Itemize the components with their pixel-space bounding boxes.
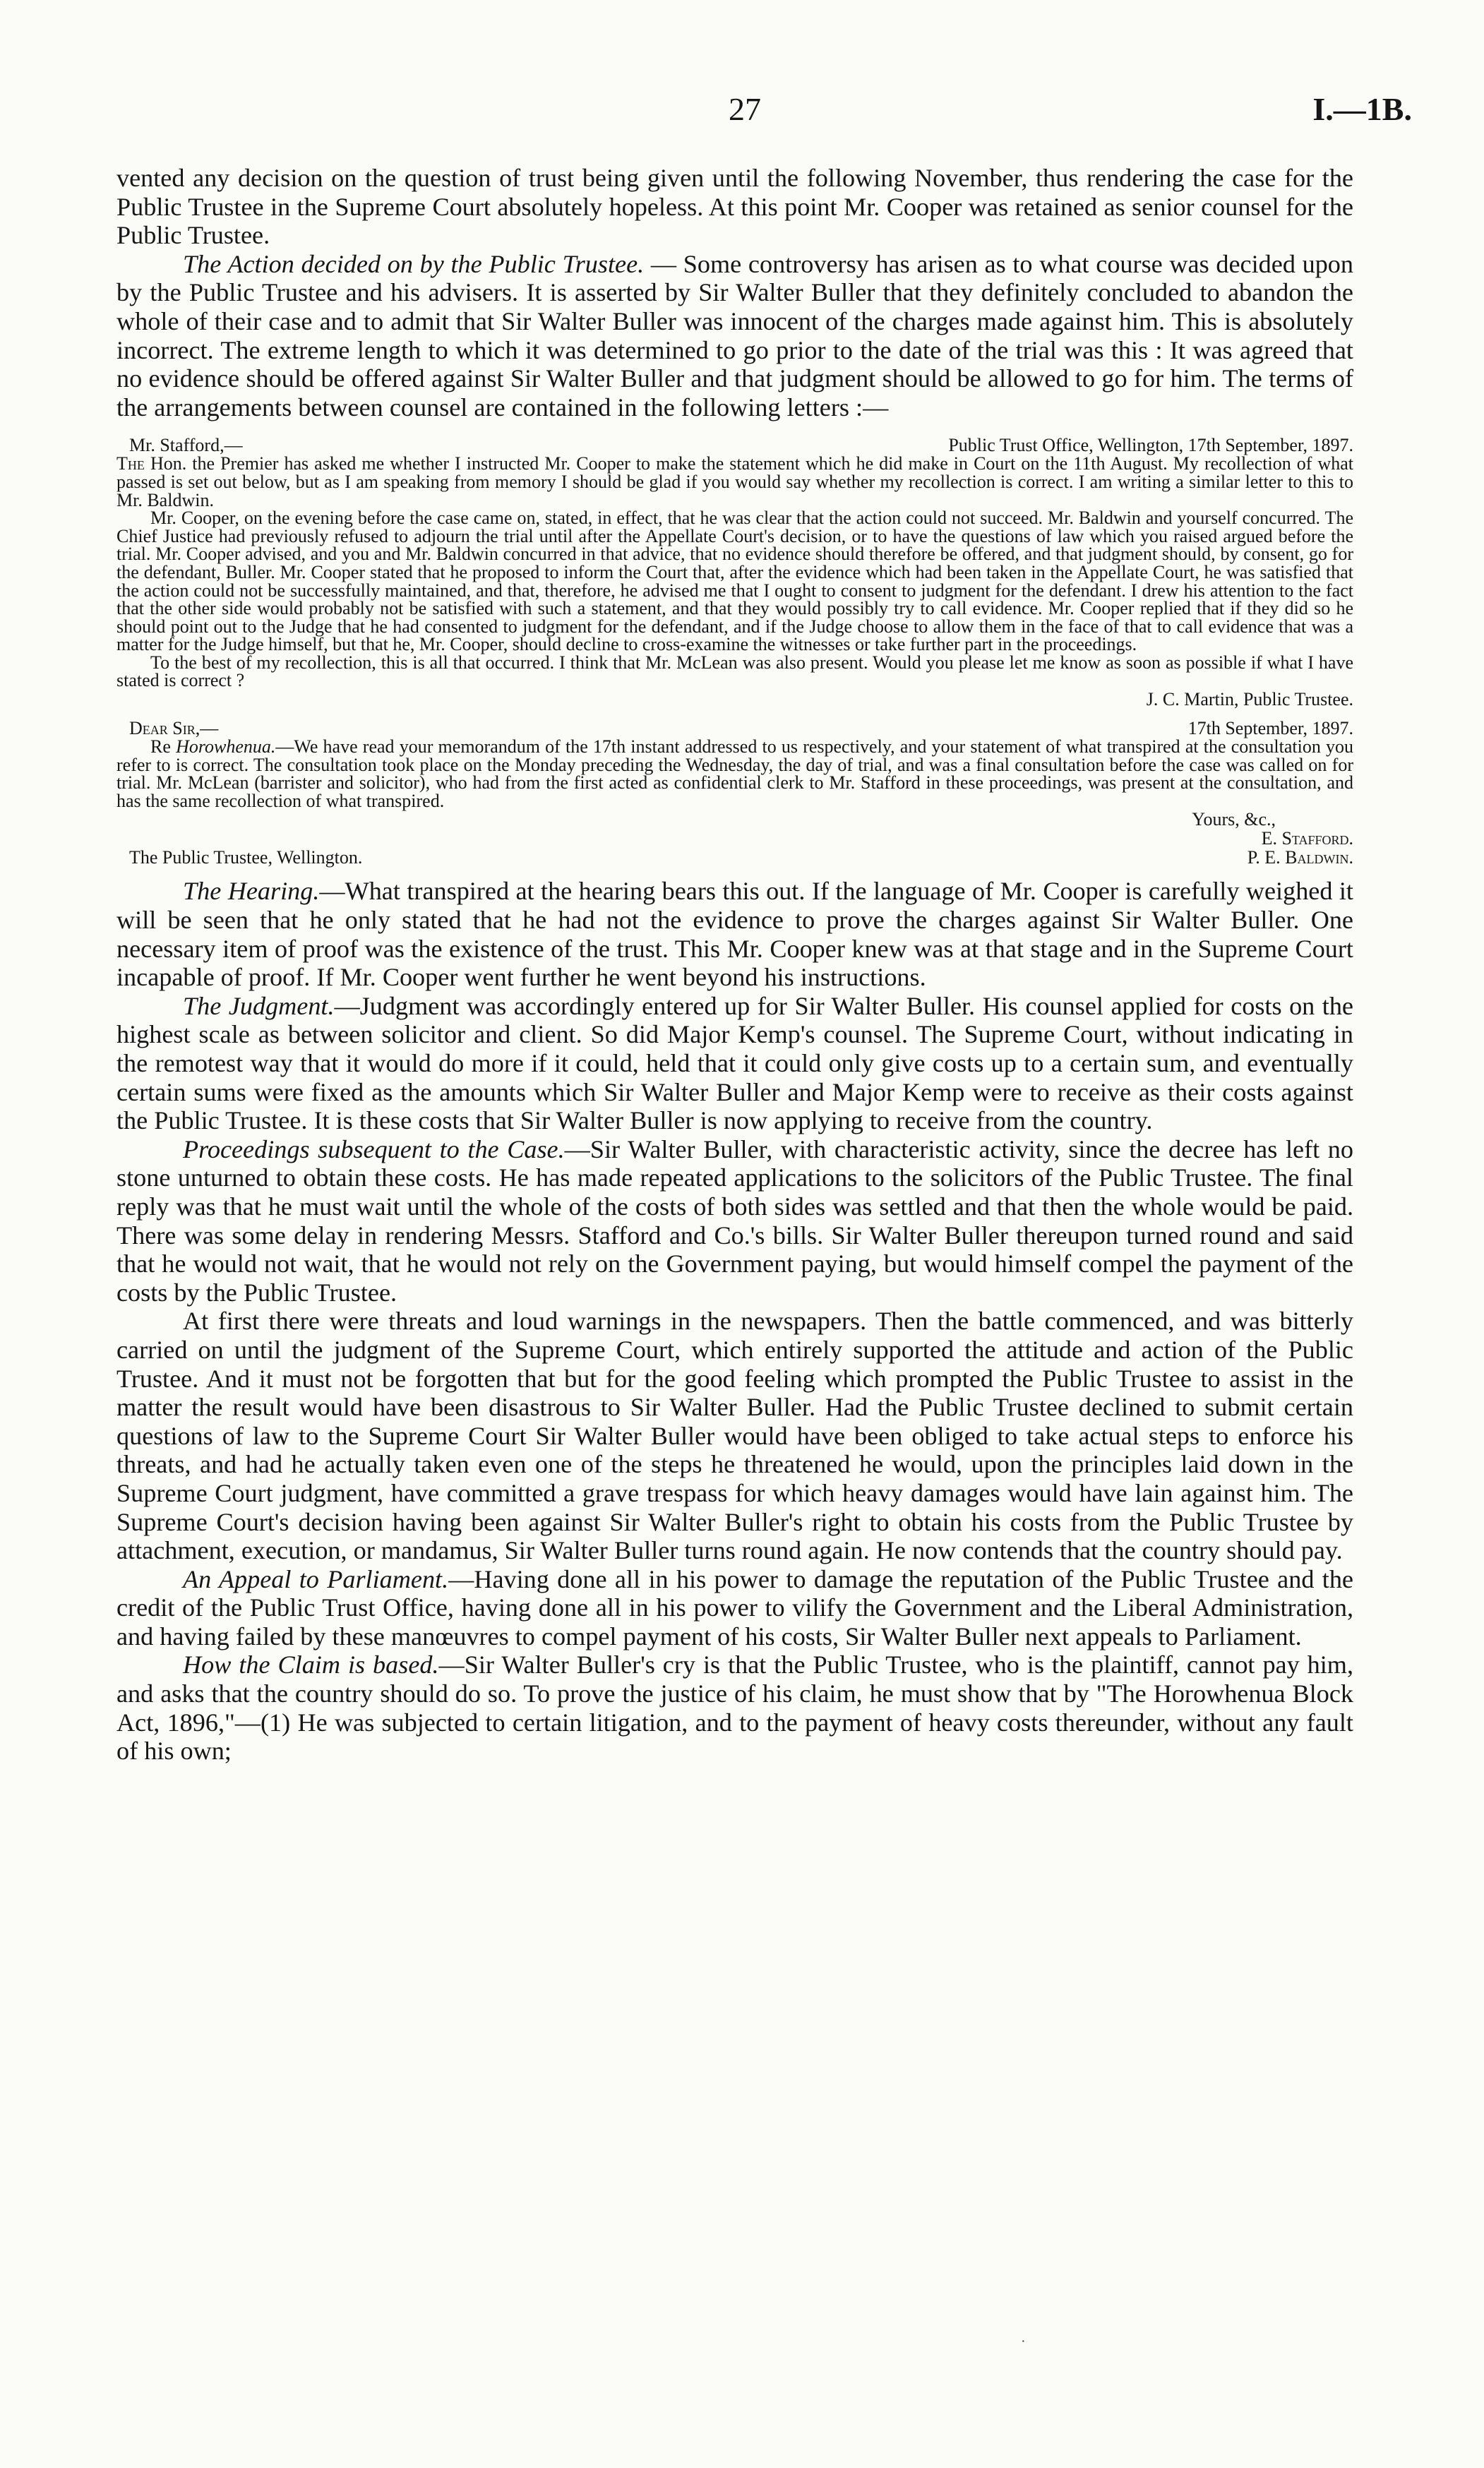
page-number: 27 bbox=[729, 91, 761, 127]
action-text: — Some controversy has arisen as to what course was decided upon by the Public Trustee and his advisers. It is asserted by Sir Walter Buller that they definitely concluded to abandon the whole of their case and to admit that Sir Walter Buller was innocent of the charges made against him. This is absolutely incorrect. The extreme length to which it was determined to go prior to the date of the trial was this : It was agreed that no evidence should be offered against Sir Walter Buller and that judgment should be allowed to go for him. The terms of the arrangements between counsel are contained in the following letters :— bbox=[116, 249, 1353, 421]
letter2-date: 17th September, 1897. bbox=[1187, 718, 1353, 739]
letter2-re-subject: Horowhenua. bbox=[176, 736, 276, 757]
letter1-salutation: Mr. Stafford,— bbox=[129, 435, 243, 456]
letter1-para1-text: Hon. the Premier has asked me whether I instructed Mr. Cooper to make the statement which he did make in Court on the 11th August. My recollection of what passed is set out below, but as I am speaking from memory I should be glad if you would say whether my recollection is correct. I am writing a similar letter to this to Mr. Baldwin. bbox=[116, 453, 1353, 510]
hearing-heading: The Hearing. bbox=[183, 877, 320, 906]
letter2-header bbox=[116, 719, 1353, 738]
action-heading: The Action decided on by the Public Trustee. bbox=[183, 249, 645, 278]
letter1-signature: J. C. Martin, Public Trustee. bbox=[1146, 689, 1353, 710]
letter2-signer1: E. Stafford. bbox=[1261, 828, 1353, 849]
appeal-heading: An Appeal to Parliament. bbox=[183, 1564, 449, 1593]
letter2-addressee: The Public Trustee, Wellington. bbox=[129, 847, 363, 868]
letter2-salutation: Dear Sir,— bbox=[129, 718, 219, 739]
letter1-para1 bbox=[116, 455, 1353, 509]
letter1-para2: Mr. Cooper, on the evening before the case came on, stated, in effect, that he was clear that the action could not succeed. Mr. Baldwin and yourself concurred. The Chief Justice had previously refused to adjourn the trial until after the Appellate Court's decision, or to have the questions of law which you raised argued before the trial. Mr. Cooper advised, and you and Mr. Baldwin concurred in that advice, that no evidence should therefore be offered, and that judgment should, by consent, go for the defendant, Buller. Mr. Cooper stated that he proposed to inform the Court that, after the evidence which had been taken in the Appellate Court, he was satisfied that the action could not be successfully maintained, and that, therefore, he advised me that I ought to consent to judgment for the defendant. I drew his attention to the fact that the other side would probably not be satisfied with such a statement, and that they would possibly try to call evidence. Mr. Cooper replied that if they did so he should point out to the Judge that he had consented to judgment for the defendant, and if the Judge choose to allow them in the face of that to call evidence that was a matter for the Judge himself, but that he, Mr. Cooper, should decline to cross-examine the witnesses or take further part in the proceedings. bbox=[116, 508, 1353, 655]
letter1-para1-lead: The bbox=[116, 453, 145, 474]
battle-paragraph: At first there were threats and loud warnings in the newspapers. Then the battle commenced, and was bitterly carried on until the judgment of the Supreme Court, which entirely supported the attitude and action of the Public Trustee. And it must not be forgotten that but for the good feeling which prompted the Public Trustee to assist in the matter the result would have been disastrous to Sir Walter Buller. Had the Public Trustee declined to submit certain questions of law to the Supreme Court Sir Walter Buller would have been obliged to take actual steps to enforce his threats, and had he actually taken even one of the steps he threatened he would, upon the principles laid down in the Supreme Court judgment, have committed a grave trespass for which heavy damages would have lain against him. The Supreme Court's decision having been against Sir Walter Buller's right to obtain his costs from the Public Trustee by attachment, execution, or mandamus, Sir Walter Buller turns round again. He now contends that the country should pay. bbox=[116, 1307, 1353, 1565]
document-code: I.—1B. bbox=[1312, 91, 1412, 127]
letter2-footer bbox=[116, 848, 1353, 867]
judgment-paragraph bbox=[116, 992, 1353, 1135]
action-paragraph bbox=[116, 250, 1353, 422]
claim-paragraph bbox=[116, 1651, 1353, 1765]
intro-paragraph: vented any decision on the question of trust being given until the following November, thus rendering the case for the Public Trustee in the Supreme Court absolutely hopeless. At this point Mr. Cooper was retained as senior counsel for the Public Trustee. bbox=[116, 164, 1353, 250]
proceedings-text: —Sir Walter Buller, with characteristic activity, since the decree has left no stone unturned to obtain these costs. He has made repeated applications to the solicitors of the Public Trustee. The final reply was that he must wait until the whole of the costs of both sides was settled and that then the whole would be paid. There was some delay in rendering Messrs. Stafford and Co.'s bills. Sir Walter Buller thereupon turned round and said that he would not wait, that he would not rely on the Government paying, but would himself compel the payment of the costs by the Public Trustee. bbox=[116, 1134, 1353, 1307]
letter1-header bbox=[116, 436, 1353, 455]
hearing-text: —What transpired at the hearing bears this out. If the language of Mr. Cooper is carefully weighed it will be seen that he only stated that he had not the evidence to prove the charges against Sir Walter Buller. One necessary item of proof was the existence of the trust. This Mr. Cooper knew was at that stage and in the Supreme Court incapable of proof. If Mr. Cooper went further he went beyond his instructions. bbox=[116, 877, 1353, 992]
judgment-text: —Judgment was accordingly entered up for Sir Walter Buller. His counsel applied for costs on the highest scale as between solicitor and client. So did Major Kemp's counsel. The Supreme Court, without indicating in the remotest way that it would do more if it could, held that it could only give costs up to a certain sum, and eventually certain sums were fixed as the amounts which Sir Walter Buller and Major Kemp were to receive as their costs against the Public Trustee. It is these costs that Sir Walter Buller is now applying to receive from the country. bbox=[116, 991, 1353, 1135]
judgment-heading: The Judgment. bbox=[183, 991, 335, 1020]
letter1-para3: To the best of my recollection, this is all that occurred. I think that Mr. McLean was also present. Would you please let me know as soon as possible if what I have stated is correct ? bbox=[116, 652, 1353, 691]
letter2-closing: Yours, &c., bbox=[1192, 809, 1276, 830]
claim-text: —Sir Walter Buller's cry is that the Public Trustee, who is the plaintiff, cannot pay him, and asks that the country should do so. To prove the justice of his claim, he must show that by "The Horowhenua Block Act, 1896,"—(1) He was subjected to certain litigation, and to the payment of heavy costs thereunder, without any fault of his own; bbox=[116, 1651, 1354, 1766]
letter2-signer2: P. E. Baldwin. bbox=[1247, 847, 1353, 868]
letter1-place-date: Public Trust Office, Wellington, 17th September, 1897. bbox=[948, 435, 1353, 456]
proceedings-heading: Proceedings subsequent to the Case. bbox=[183, 1134, 565, 1163]
claim-heading: How the Claim is based. bbox=[183, 1651, 439, 1679]
letter2-body-text: —We have read your memorandum of the 17th instant addressed to us respectively, and your statement of what transpired at the consultation you refer to is correct. The consultation took place on the Monday preceding the Wednesday, the day of trial, and was a final consultation before the case was called on for trial. Mr. McLean (barrister and solicitor), who had from the first acted as confidential clerk to Mr. Stafford in these proceedings, was present at the consultation, and has the same recollection of what transpired. bbox=[116, 736, 1353, 811]
letter2-re-prefix: Re bbox=[150, 736, 176, 757]
letter2-body bbox=[116, 738, 1353, 810]
main-text bbox=[116, 164, 1353, 1766]
appeal-paragraph bbox=[116, 1565, 1353, 1651]
stray-mark: · bbox=[1021, 2334, 1026, 2349]
appeal-text: —Having done all in his power to damage the reputation of the Public Trustee and the credit of the Public Trust Office, having done all in his power to vilify the Government and the Liberal Administration, and having failed by these manœuvres to compel payment of his costs, Sir Walter Buller next appeals to Parliament. bbox=[116, 1564, 1353, 1651]
hearing-paragraph bbox=[116, 877, 1353, 991]
proceedings-paragraph bbox=[116, 1135, 1353, 1307]
